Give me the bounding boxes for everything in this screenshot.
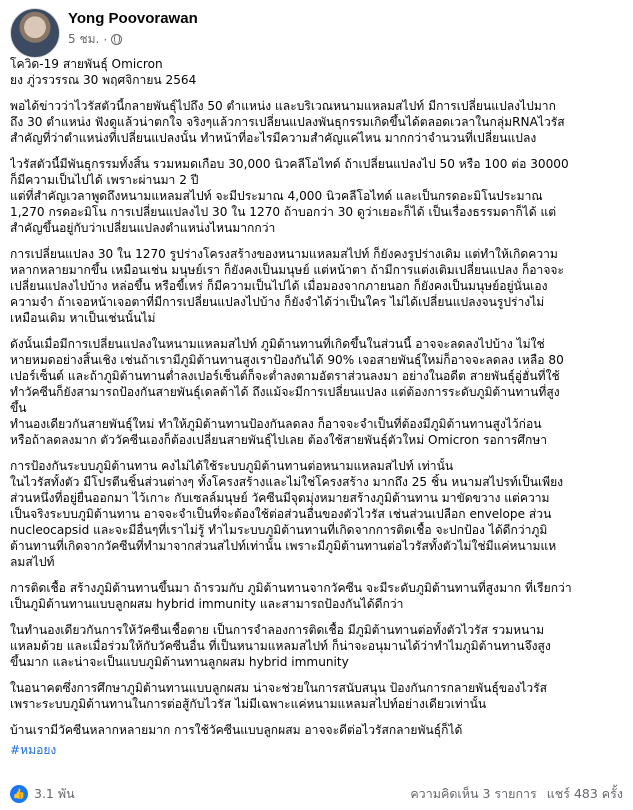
post-title-line: โควิด-19 สายพันธุ์ Omicron <box>10 57 163 71</box>
hashtag-link[interactable]: #หมอยง <box>10 743 57 757</box>
paragraph-line: ในไวรัสทั้งตัว มีโปรตีนชิ้นส่วนต่างๆ ทั้งโครงสร้างและไม่ใช่โครงสร้าง มากถึง 25 ชิ้น หนามสไปรท์เป็นเพียง <box>10 475 564 489</box>
like-icon: 👍 <box>10 785 28 803</box>
paragraph-line: เพราะระบบภูมิต้านทานในการต่อสู้กับไวรัส ไม่มีเฉพาะแค่หนามแหลมสไปท์อย่างเดียวเท่านั้น <box>10 697 487 711</box>
post-paragraph <box>10 246 613 326</box>
paragraph-line: สำคัญขึ้นอยู่กับว่าเปลี่ยนแปลงตำแหน่งไหนมากกว่า <box>10 221 276 235</box>
paragraph-line: ลมสไปท์ <box>10 555 55 569</box>
shares-count[interactable]: แชร์ 483 ครั้ง <box>546 786 623 801</box>
post-meta <box>68 30 122 49</box>
post-title <box>10 56 613 88</box>
paragraph-line: ส่วนหนึ่งที่อยู่ยื่นออกมา ไว้เกาะ กับเซลล์มนุษย์ วัคซีนมีจุดมุ่งหมายสร้างภูมิต้านทาน มาขัดขวาง แต่ความ <box>10 491 550 505</box>
globe-icon[interactable] <box>111 34 122 45</box>
paragraph-line: เป็นจริงระบบภูมิต้านทาน อาจจะจำเป็นที่จะต้องใช้ต่อส่วนอื่นของตัวไวรัส เช่นส่วนเปลือก envelope ส่วน <box>10 507 552 521</box>
post-paragraph <box>10 680 613 712</box>
post-paragraph <box>10 156 613 236</box>
post-paragraph <box>10 622 613 670</box>
post-paragraph <box>10 458 613 570</box>
post-title-line: ยง ภู่วรวรรณ 30 พฤศจิกายน 2564 <box>10 73 197 87</box>
reactions-count[interactable]: 3.1 พัน <box>34 786 75 801</box>
paragraph-line: 1,270 กรดอะมิโน การเปลี่ยนแปลงไป 30 ใน 1270 ถ้าบอกว่า 30 ดูว่าเยอะก็ได้ เป็นเรื่องธรรมดาก็ได้ แต่ <box>10 205 557 219</box>
paragraph-line: การติดเชื้อ สร้างภูมิต้านทานขึ้นมา ถ้ารวมกับ ภูมิต้านทานจากวัคซีน จะมีระดับภูมิต้านทานที่สูงมาก ที่เรียกว่า <box>10 581 572 595</box>
comments-count[interactable]: ความคิดเห็น 3 รายการ <box>410 786 537 801</box>
paragraph-line: เปอร์เซ็นต์ และถ้าภูมิต้านทานต่ำลงเปอร์เซ็นต์ก็จะต่ำลงตามอัตราส่วนลงมา อย่างในอดีต สายพันธุ์อู่ฮั่นที่ใช้ <box>10 369 560 383</box>
paragraph-line: nucleocapsid และจะมีอื่นๆที่เราไม่รู้ ทำไมระบบภูมิต้านทานที่เกิดจากการติดเชื้อ จะปกป้อง ได้ดีกว่าภูมิ <box>10 523 548 537</box>
paragraph-line: เหมือนเดิม หาเป็นเช่นนั้นไม่ <box>10 311 156 325</box>
meta-separator: · <box>103 32 108 47</box>
paragraph-line: ทำวัคซีนก็ยังสามารถป้องกันสายพันธุ์เดลต้าได้ ถึงแม้จะมีการเปลี่ยนแปลง แต่ต้องการระดับภูมิต้านทานที่สูง <box>10 385 560 399</box>
paragraph-line: ถึง 30 ตำแหน่ง ฟังดูแล้วน่าตกใจ จริงๆแล้วการเปลี่ยนแปลงพันธุกรรมเกิดขึ้นได้ตลอดเวลาในกลุ่มRNAไวรัส <box>10 115 565 129</box>
engagement-counts <box>410 784 623 804</box>
paragraph-line: บ้านเรามีวัคซีนหลากหลายมาก การใช้วัคซีนแบบลูกผสม อาจจะดีต่อไวรัสกลายพันธุ์ก็ได้ <box>10 723 463 737</box>
paragraph-line: เป็นภูมิต้านทานแบบลูกผสม hybrid immunity และสามารถป้องกันได้ดีกว่า <box>10 597 404 611</box>
post-paragraph <box>10 722 613 738</box>
paragraph-line: สำคัญที่ว่าตำแหน่งที่เปลี่ยนแปลงนั้น ทำหน้าที่อะไรมีความสำคัญแค่ไหน มากกว่าจำนวนที่เปลี่ยนแปลง <box>10 131 537 145</box>
author-avatar[interactable] <box>10 8 60 58</box>
paragraph-line: พอได้ข่าวว่าไวรัสตัวนี้กลายพันธุ์ไปถึง 50 ตำแหน่ง และบริเวณหนามแหลมสไปท์ มีการเปลี่ยนแปลงไปมาก <box>10 99 556 113</box>
post-body <box>10 56 613 758</box>
paragraph-line: ขึ้นมาก และน่าจะเป็นแบบภูมิต้านทานลูกผสม hybrid immunity <box>10 655 349 669</box>
paragraph-line: ไวรัสตัวนี้มีพันธุกรรมทั้งสิ้น รวมหมดเกือบ 30,000 นิวคลีโอไทด์ ถ้าเปลี่ยนแปลงไป 50 หรือ 100 ต่อ 30000 <box>10 157 569 171</box>
post-header <box>10 8 623 58</box>
paragraph-line: ดังนั้นเมื่อมีการเปลี่ยนแปลงในหนามแหลมสไปท์ ภูมิต้านทานที่เกิดขึ้นในส่วนนี้ อาจจะลดลงไปบ้าง ไม่ใช่ <box>10 337 545 351</box>
paragraph-line: ก็มีความเป็นไปได้ เพราะผ่านมา 2 ปี <box>10 173 199 187</box>
paragraph-line: แต่ที่สำคัญเวลาพูดถึงหนามแหลมสไปท์ จะมีประมาณ 4,000 นิวคลีโอไทด์ และเป็นกรดอะมิโนประมาณ <box>10 189 543 203</box>
reactions-summary[interactable] <box>10 784 75 804</box>
paragraph-line: ความจำ ถ้าเจอหน้าเจอตาที่มีการเปลี่ยนแปลงไปบ้าง ก็ยังจำได้ว่าเป็นใคร ไม่ได้เปลี่ยนแปลงจนรูปร่างไม่ <box>10 295 545 309</box>
paragraph-line: หลากหลายมากขึ้น เหมือนเช่น มนุษย์เรา ก็ยังคงเป็นมนุษย์ แต่หน้าตา ถ้ามีการแต่งเติมเปลี่ยนแปลง ก็อาจจะ <box>10 263 564 277</box>
paragraph-line: แหลมด้วย และเมื่อร่วมให้กับวัคซีนอื่น ที่เป็นหนามแหลมสไปท์ ก็น่าจะอนุมานได้ว่าทำไมภูมิต้านทานจึงสูง <box>10 639 551 653</box>
post-paragraph <box>10 98 613 146</box>
paragraph-line: หายหมดอย่างสิ้นเชิง เช่นถ้าเรามีภูมิต้านทานสูงเราป้องกันได้ 90% เจอสายพันธุ์ใหม่ก็อาจจะลดลง เหลือ 80 <box>10 353 564 367</box>
paragraph-line: หรือถ้าลดลงมาก ตัววัคซีนเองก็ต้องเปลี่ยนสายพันธุ์ไปเลย ต้องใช้สายพันธุ์ตัวใหม่ Omicron รอการศึกษา <box>10 433 548 447</box>
post-time[interactable]: 5 ชม. <box>68 32 100 46</box>
paragraph-line: ต้านทานที่เกิดจากวัคซีนที่ทำมาจากส่วนสไปท์เท่านั้น เพราะมีภูมิต้านทานต่อไวรัสทั้งตัวไม่ใช่มีแค่หนามแห <box>10 539 557 553</box>
post-paragraph <box>10 580 613 612</box>
author-name[interactable]: Yong Poovorawan <box>68 10 198 27</box>
paragraph-line: การเปลี่ยนแปลง 30 ใน 1270 รูปร่างโครงสร้างของหนามแหลมสไปท์ ก็ยังคงรูปร่างเดิม แต่ทำให้เกิดความ <box>10 247 558 261</box>
paragraph-line: เปลี่ยนแปลงไปบ้าง หล่อขึ้น หรือขี้เหร่ ก็มีความเป็นไปได้ เมื่อมองจากภายนอก ก็ยังคงเป็นมนุษย์อยู่นั่นเอง <box>10 279 548 293</box>
paragraph-line: ทำนองเดียวกันสายพันธุ์ใหม่ ทำให้ภูมิต้านทานป้องกันลดลง ก็อาจจะจำเป็นที่ต้องมีภูมิต้านทานสูงไว้ก่อน <box>10 417 542 431</box>
paragraph-line: ในอนาคตซึ่งการศึกษาภูมิต้านทานแบบลูกผสม น่าจะช่วยในการสนับสนุน ป้องกันการกลายพันธุ์ของไวรัส <box>10 681 548 695</box>
paragraph-line: การป้องกันระบบภูมิต้านทาน คงไม่ได้ใช้ระบบภูมิต้านทานต่อหนามแหลมสไปท์ เท่านั้น <box>10 459 454 473</box>
post-footer <box>10 784 623 804</box>
paragraph-line: ขึ้น <box>10 401 27 415</box>
post-paragraph <box>10 336 613 448</box>
paragraph-line: ในทำนองเดียวกันการให้วัคซีนเชื้อตาย เป็นการจำลองการติดเชื้อ มีภูมิต้านทานต่อทั้งตัวไวรัส รวมหนาม <box>10 623 545 637</box>
